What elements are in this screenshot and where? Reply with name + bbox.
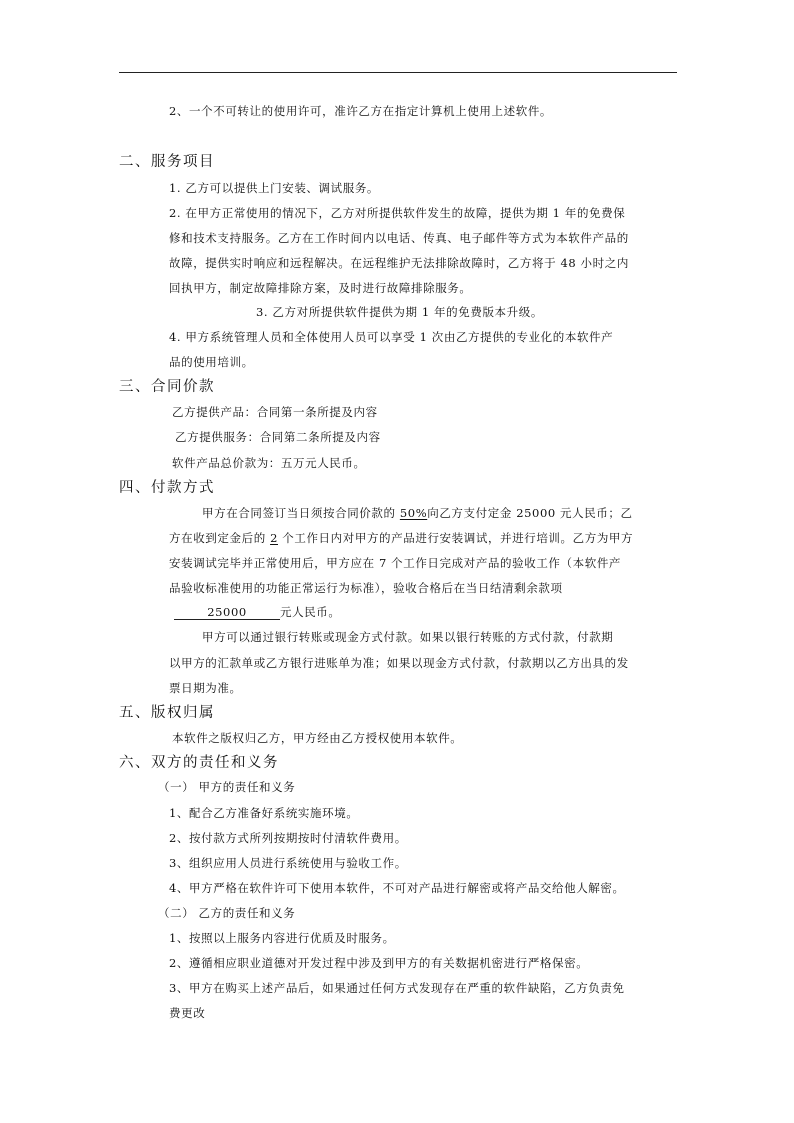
section-heading-price: 三、合同价款 xyxy=(119,379,215,395)
remaining-amount: 25000 xyxy=(174,606,280,620)
service-item-2-line-3: 故障，提供实时响应和远程解决。在远程维护无法排除故障时，乙方将于 48 小时之内 xyxy=(169,256,629,270)
payment-line-4: 品验收标准使用的功能正常运行为标准），验收合格后在当日结清剩余款项 xyxy=(169,581,563,595)
section-heading-copyright: 五、版权归属 xyxy=(119,705,215,721)
service-item-2-line-1: 2. 在甲方正常使用的情况下，乙方对所提供软件发生的故障，提供为期 1 年的免费保 xyxy=(169,206,626,220)
price-line-total: 软件产品总价款为：五万元人民币。 xyxy=(172,456,366,470)
party-a-duty-1: 1、配合乙方准备好系统实施环境。 xyxy=(169,806,359,820)
section-heading-obligations: 六、双方的责任和义务 xyxy=(119,755,279,771)
party-a-duty-2: 2、按付款方式所列按期按时付清软件费用。 xyxy=(169,831,407,845)
party-b-duty-3-line-2: 费更改 xyxy=(169,1006,206,1020)
subheading-party-a: （一） 甲方的责任和义务 xyxy=(158,780,296,794)
price-line-products: 乙方提供产品：合同第一条所提及内容 xyxy=(172,405,378,419)
price-line-services: 乙方提供服务：合同第二条所提及内容 xyxy=(175,430,381,444)
section-heading-services: 二、服务项目 xyxy=(119,154,215,170)
deposit-percent: 50% xyxy=(399,506,428,520)
payment-line-7: 以甲方的汇款单或乙方银行进账单为准；如果以现金方式付款，付款期以乙方出具的发 xyxy=(169,656,629,670)
payment-line-1 xyxy=(202,506,633,520)
subheading-party-b: （二） 乙方的责任和义务 xyxy=(158,906,296,920)
party-b-duty-2: 2、遵循相应职业道德对开发过程中涉及到甲方的有关数据机密进行严格保密。 xyxy=(169,956,589,970)
payment-line-2 xyxy=(169,531,633,545)
section-heading-payment: 四、付款方式 xyxy=(119,480,215,496)
party-a-duty-4: 4、甲方严格在软件许可下使用本软件，不可对产品进行解密或将产品交给他人解密。 xyxy=(169,881,625,895)
license-item-2: 2、一个不可转让的使用许可，准许乙方在指定计算机上使用上述软件。 xyxy=(169,104,553,118)
service-item-2-line-2: 修和技术支持服务。乙方在工作时间内以电话、传真、电子邮件等方式为本软件产品的 xyxy=(169,231,629,245)
party-a-duty-3: 3、组织应用人员进行系统使用与验收工作。 xyxy=(169,856,407,870)
payment-line-2-text-b: 个工作日内对甲方的产品进行安装调试，并进行培训。乙方为甲方 xyxy=(277,531,634,545)
service-item-4-line-2: 品的使用培训。 xyxy=(169,355,254,369)
payment-line-6: 甲方可以通过银行转账或现金方式付款。如果以银行转账的方式付款，付款期 xyxy=(202,630,614,644)
copyright-line: 本软件之版权归乙方，甲方经由乙方授权使用本软件。 xyxy=(172,731,463,745)
party-b-duty-3-line-1: 3、甲方在购买上述产品后，如果通过任何方式发现存在严重的软件缺陷，乙方负责免 xyxy=(169,981,625,995)
install-days: 2 xyxy=(270,531,278,545)
payment-line-1-text-b: 向乙方支付定金 25000 元人民币；乙 xyxy=(427,506,633,520)
service-item-2-line-4: 回执甲方，制定故障排除方案，及时进行故障排除服务。 xyxy=(169,281,472,295)
service-item-4-line-1: 4. 甲方系统管理人员和全体使用人员可以享受 1 次由乙方提供的专业化的本软件产 xyxy=(169,330,614,344)
payment-line-5-text: 元人民币。 xyxy=(280,605,341,619)
payment-line-5 xyxy=(174,605,341,620)
service-item-1: 1. 乙方可以提供上门安装、调试服务。 xyxy=(169,181,380,195)
payment-line-3: 安装调试完毕并正常使用后，甲方应在 7 个工作日完成对产品的验收工作（本软件产 xyxy=(169,556,622,570)
header-rule xyxy=(119,72,677,73)
party-b-duty-1: 1、按照以上服务内容进行优质及时服务。 xyxy=(169,931,395,945)
payment-line-2-text-a: 方在收到定金后的 xyxy=(169,531,271,545)
payment-line-8: 票日期为准。 xyxy=(169,681,242,695)
service-item-3: 3. 乙方对所提供软件提供为期 1 年的免费版本升级。 xyxy=(256,305,543,319)
payment-line-1-text-a: 甲方在合同签订当日须按合同价款的 xyxy=(202,506,400,520)
